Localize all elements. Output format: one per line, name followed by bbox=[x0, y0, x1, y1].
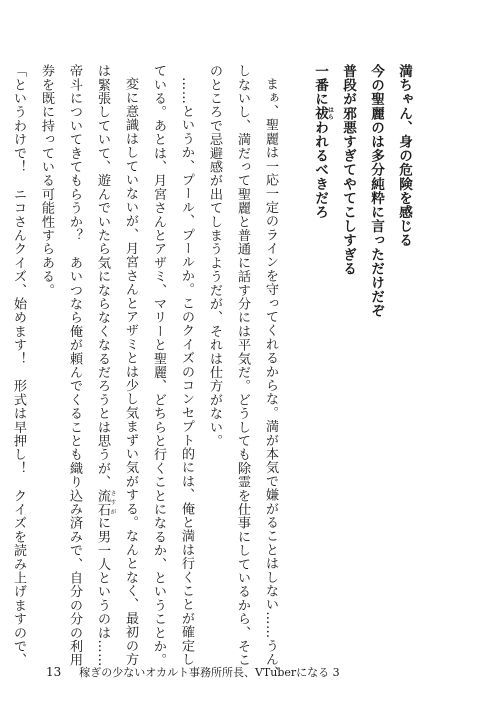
body-line-1: まぁ、聖麗は一応一定のラインを守ってくれるからな。満が本気で嫌がることはしない……うん、 bbox=[263, 77, 278, 680]
page-footer bbox=[46, 664, 340, 680]
body-line-7-suffix: に男一人というのは…… bbox=[95, 516, 110, 667]
ruby-sasuga bbox=[95, 488, 116, 517]
body-line-9: 券を既に持っている可能性すらある。 bbox=[39, 64, 54, 297]
body-line-11 bbox=[0, 64, 4, 624]
body-line-7 bbox=[88, 64, 116, 667]
page-number: 13 bbox=[46, 665, 62, 679]
ruby-reading-sasuga: さすが bbox=[109, 488, 116, 517]
ruby-harawareru bbox=[312, 106, 334, 121]
monologue-line-2: 今の聖麗のは多分純粋に言っただけだぞ bbox=[368, 64, 384, 318]
ruby-base-sasuga: 流石 bbox=[95, 488, 110, 517]
body-line-6: 変に意識はしていないが、月宮さんとアザミとは少し気まずい気がする。なんとなく、最初の方 bbox=[123, 77, 138, 667]
monologue-line-1: 満ちゃん、身の危険を感じる bbox=[396, 64, 412, 248]
body-line-2: しないし、満だって聖麗と普通に話す分には平気だ。どうしても除霊を仕事にしているから、そこ bbox=[235, 64, 250, 667]
monologue-line-4-prefix: 一番に bbox=[312, 64, 328, 107]
ruby-base: 祓 bbox=[312, 106, 328, 121]
ruby-reading: はら bbox=[326, 106, 334, 121]
monologue-line-4 bbox=[306, 64, 334, 624]
body-line-5: ている。あとは、月宮さんとアザミ、マリーと聖麗、どちらと行くことになるか、ということか。 bbox=[151, 64, 166, 667]
running-title: 稼ぎの少ないオカルト事務所所長、VTuberになる 3 bbox=[79, 666, 340, 679]
body-line-8: 帝斗についてきてもらうか？ あいつなら俺が頼んでくることも織り込み済みで、自分の分の利用 bbox=[67, 64, 82, 667]
monologue-line-4-suffix: われるべきだろ bbox=[312, 120, 328, 220]
body-line-7-prefix: は緊張していて、遊んでいたら気にならなくなるだろうとは思うが、 bbox=[95, 64, 110, 489]
monologue-line-3: 普段が邪悪すぎてやてこしすぎる bbox=[340, 64, 356, 276]
body-line-10: 「というわけで！ ニコさんクイズ、始めます！ 形式は早押し！ クイズを読み上げますので、 bbox=[11, 64, 26, 667]
body-line-3: のところで忌避感が出てしまうようだが、それは仕方がない。 bbox=[207, 64, 222, 448]
body-line-4: ……というか、プール、プールか。このクイズのコンセプト的には、俺と満は行くことが確定し bbox=[179, 77, 194, 667]
